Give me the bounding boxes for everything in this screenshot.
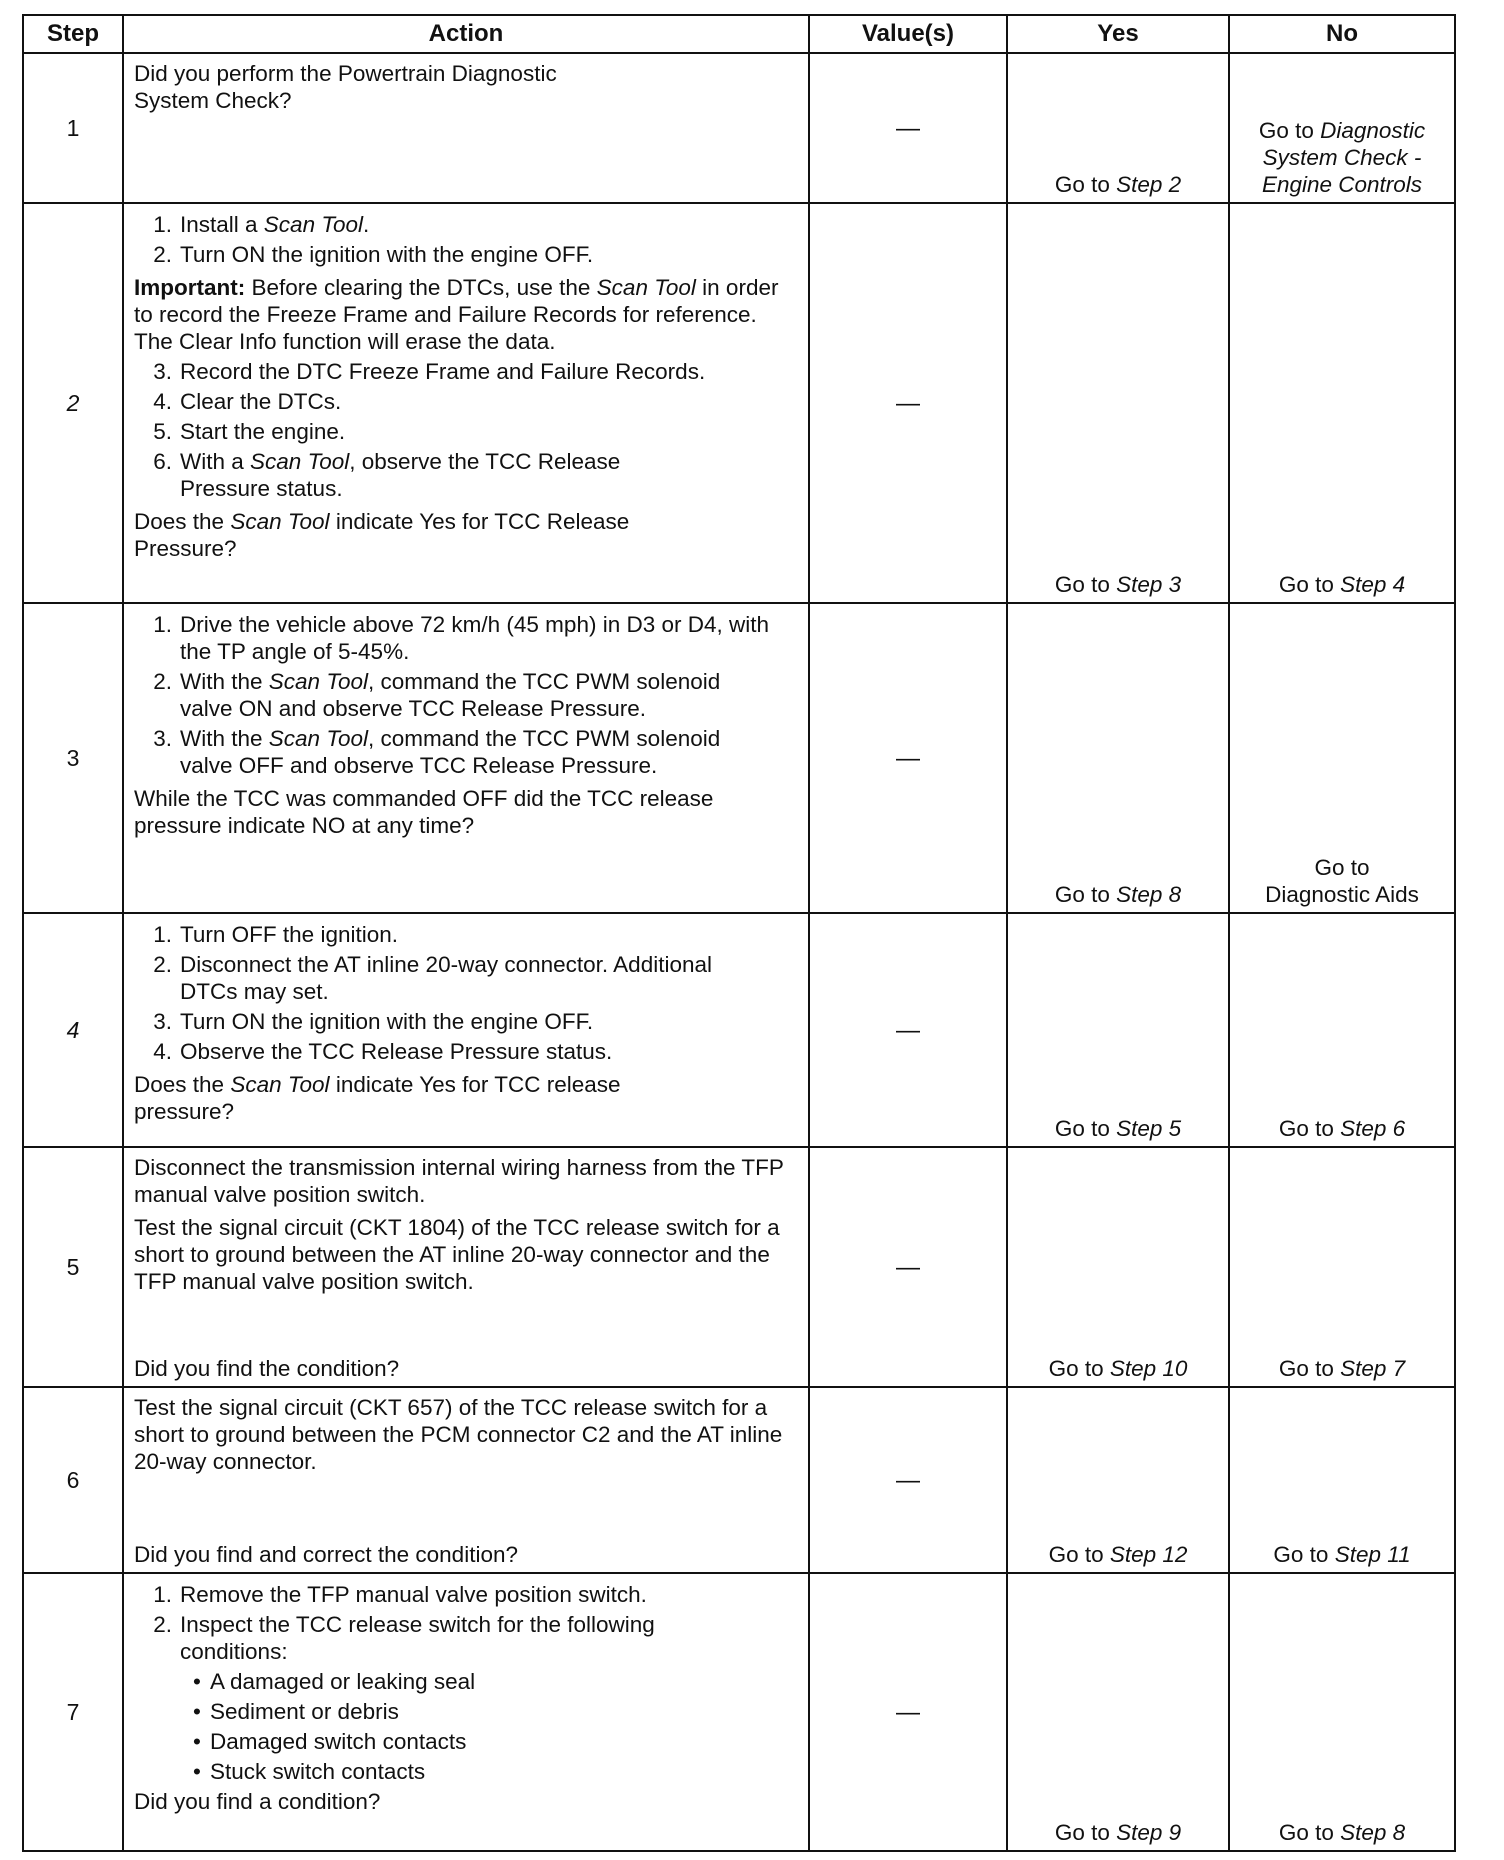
yes-target: Step 5 [1116,1116,1182,1141]
action-question: Did you perform the Powertrain Diagnostic System Check? [134,61,557,113]
table-row [23,913,1455,1147]
table-row [23,203,1455,603]
yes-prefix: Go to [1054,1820,1117,1845]
header-yes: Yes [1007,15,1229,53]
action-question: Did you find the condition? [134,1356,400,1381]
table-row [23,1147,1455,1387]
action-cell [123,1147,809,1387]
step-number: 3 [23,603,123,913]
list-item: 1. Remove the TFP manual valve position switch. [153,1582,647,1607]
table-row [23,53,1455,203]
no-prefix: Go to [1278,572,1341,597]
value-cell: — [809,1147,1007,1387]
no-cell [1229,913,1455,1147]
action-paragraph: Disconnect the transmission internal wiring harness from the TFP manual valve position switch. [134,1155,784,1207]
no-prefix: Go to [1273,1542,1335,1567]
step-number: 2 [23,203,123,603]
value-cell: — [809,603,1007,913]
list-item: 4. Clear the DTCs. [153,389,342,414]
list-item: 2. Disconnect the AT inline 20-way connector. Additional DTCs may set. [153,952,712,1004]
list-item: 4. Observe the TCC Release Pressure status. [153,1039,613,1064]
action-cell [123,1387,809,1573]
yes-target: Step 3 [1116,572,1182,597]
step-number: 4 [23,913,123,1147]
value-cell: — [809,53,1007,203]
action-question: Did you find a condition? [134,1789,381,1814]
no-target: Step 11 [1334,1542,1411,1567]
bullet-icon: • [193,1699,201,1724]
no-target: Diagnostic System Check - Engine Controls [1261,118,1426,197]
no-target: Step 7 [1340,1356,1406,1381]
no-cell [1229,1387,1455,1573]
bullet-item: • Sediment or debris [184,1698,800,1725]
yes-cell [1007,1147,1229,1387]
action-cell [123,53,809,203]
header-values: Value(s) [809,15,1007,53]
step-number: 5 [23,1147,123,1387]
no-prefix: Go to [1278,1356,1341,1381]
important-note: Important: Before clearing the DTCs, use the Scan Tool in order to record the Freeze Frame and Failure Records for reference. The Clear Info function will erase the data. [134,275,779,354]
no-target: Step 4 [1340,572,1406,597]
list-item: 3. Turn ON the ignition with the engine OFF. [153,1009,594,1034]
yes-target: Step 2 [1116,172,1182,197]
no-target: Step 6 [1340,1116,1406,1141]
header-action: Action [123,15,809,53]
step-number: 7 [23,1573,123,1851]
bullet-icon: • [193,1669,201,1694]
no-cell [1229,203,1455,603]
action-question: While the TCC was commanded OFF did the TCC release pressure indicate NO at any time? [134,786,714,838]
no-cell [1229,1147,1455,1387]
no-cell [1229,603,1455,913]
no-cell [1229,1573,1455,1851]
value-cell: — [809,203,1007,603]
action-cell [123,603,809,913]
table-row [23,603,1455,913]
list-item: 2. Inspect the TCC release switch for the following conditions: [153,1612,655,1664]
yes-target: Step 8 [1116,882,1182,907]
list-item: 3. Record the DTC Freeze Frame and Failure Records. [153,359,706,384]
no-target: Step 8 [1340,1820,1406,1845]
value-cell: — [809,1387,1007,1573]
list-item: 5. Start the engine. [153,419,346,444]
yes-cell [1007,603,1229,913]
bullet-icon: • [193,1729,201,1754]
action-cell [123,203,809,603]
action-question: Does the Scan Tool indicate Yes for TCC release pressure? [134,1072,621,1124]
no-target: Go to Diagnostic Aids [1265,855,1419,907]
value-cell: — [809,913,1007,1147]
list-item: 3. With the Scan Tool, command the TCC PWM solenoid valve OFF and observe TCC Release Pressure. [153,726,721,778]
header-no: No [1229,15,1455,53]
table-row [23,1573,1455,1851]
action-paragraph: Test the signal circuit (CKT 657) of the TCC release switch for a short to ground between the PCM connector C2 and the AT inline 20-way connector. [134,1395,783,1474]
table-row [23,1387,1455,1573]
yes-cell [1007,203,1229,603]
yes-prefix: Go to [1054,882,1117,907]
bullet-icon: • [193,1759,201,1784]
yes-prefix: Go to [1054,172,1117,197]
yes-prefix: Go to [1054,572,1117,597]
yes-target: Step 10 [1109,1356,1188,1381]
no-prefix: Go to [1258,118,1321,143]
header-step: Step [23,15,123,53]
no-prefix: Go to [1278,1116,1341,1141]
action-cell [123,1573,809,1851]
action-question: Does the Scan Tool indicate Yes for TCC Release Pressure? [134,509,630,561]
yes-cell [1007,1387,1229,1573]
yes-target: Step 9 [1116,1820,1182,1845]
action-paragraph: Test the signal circuit (CKT 1804) of the TCC release switch for a short to ground between the AT inline 20-way connector and the TFP manual valve position switch. [134,1215,780,1294]
diagnostic-table [22,14,1456,1852]
value-cell: — [809,1573,1007,1851]
list-item: 1. Turn OFF the ignition. [153,922,399,947]
bullet-item: • Stuck switch contacts [184,1758,800,1785]
bullet-item: • Damaged switch contacts [184,1728,800,1755]
list-item: 2. Turn ON the ignition with the engine OFF. [153,242,594,267]
action-cell [123,913,809,1147]
bullet-item: • A damaged or leaking seal [184,1668,800,1695]
list-item: 2. With the Scan Tool, command the TCC PWM solenoid valve ON and observe TCC Release Pressure. [153,669,721,721]
no-cell [1229,53,1455,203]
yes-prefix: Go to [1054,1116,1117,1141]
yes-prefix: Go to [1048,1542,1110,1567]
yes-target: Step 12 [1109,1542,1188,1567]
yes-cell [1007,53,1229,203]
list-item: 6. With a Scan Tool, observe the TCC Release Pressure status. [153,449,621,501]
yes-cell [1007,913,1229,1147]
header-row [23,15,1455,53]
yes-prefix: Go to [1048,1356,1110,1381]
yes-cell [1007,1573,1229,1851]
diagnostic-table-sheet [22,14,1454,1852]
list-item: 1. Drive the vehicle above 72 km/h (45 mph) in D3 or D4, with the TP angle of 5-45%. [153,612,770,664]
step-number: 1 [23,53,123,203]
list-item: 1. Install a Scan Tool. [153,212,370,237]
action-question: Did you find and correct the condition? [134,1542,518,1567]
step-number: 6 [23,1387,123,1573]
no-prefix: Go to [1278,1820,1341,1845]
